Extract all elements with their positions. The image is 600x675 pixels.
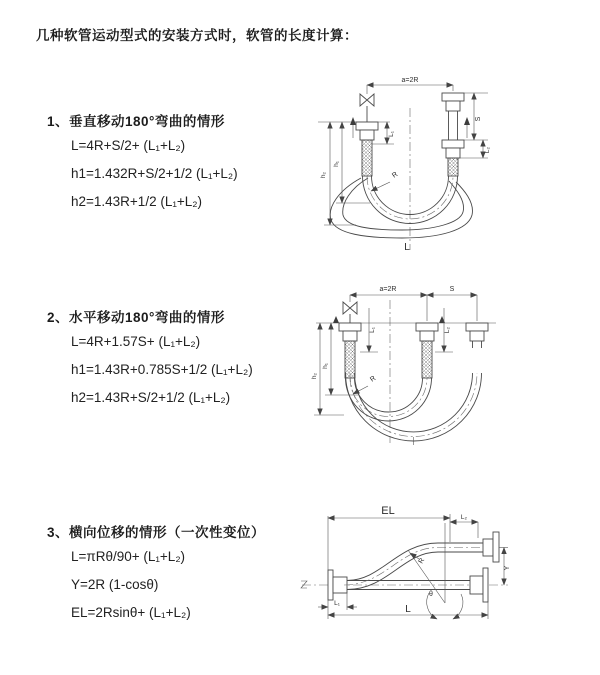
diagram-vertical-180-bend: [310, 72, 590, 262]
dim-label-a2r: a=2R: [401, 77, 419, 84]
motion-arrow-up: [350, 117, 356, 125]
diagram-lateral-displacement: [300, 498, 600, 646]
dim-a2r: [367, 77, 453, 91]
dim-label-y: Y: [504, 565, 511, 571]
right-pipe-fitting: [442, 93, 470, 176]
dim-a2r: [350, 286, 427, 295]
dim-label-l2: L₂: [444, 326, 451, 334]
dim-L: [328, 600, 488, 619]
dim-label-r: R: [391, 171, 400, 180]
right-pipe-fitting: [466, 323, 488, 348]
dim-fitting-L1: [360, 308, 378, 352]
braided-hose-section: [422, 341, 432, 378]
angle-theta-construction: [408, 523, 463, 619]
braided-hose-section: [362, 140, 372, 176]
motion-arrow-up: [464, 117, 470, 125]
section-3-heading: 3、横向位移的情形（一次性变位）: [47, 525, 266, 540]
section-1-heading: 1、垂直移动180°弯曲的情形: [47, 114, 225, 129]
hose-original-position: [346, 378, 432, 421]
section-3-formula-L: L=πRθ/90+ (L₁+L₂): [71, 549, 186, 564]
dim-label-el: EL: [381, 505, 395, 517]
diagram-horizontal-180-bend: [300, 278, 600, 453]
section-1-formula-L: L=4R+S/2+ (L₁+L₂): [71, 138, 186, 153]
hose-lower-position: [330, 178, 472, 238]
motion-arrow-up: [333, 316, 339, 323]
section-2-formula-h2: h2=1.43R+S/2+1/2 (L₁+L₂): [71, 390, 231, 405]
dim-fitting-L2: [450, 514, 478, 538]
section-2-formula-L: L=4R+1.57S+ (L₁+L₂): [71, 334, 201, 349]
valve-icon: [360, 85, 374, 122]
dim-label-h1: h₁: [333, 161, 340, 167]
braided-hose-section: [345, 341, 355, 378]
page-title: 几种软管运动型式的安装方式时，软管的长度计算：: [36, 28, 358, 43]
dim-label-l1: L₁: [334, 600, 340, 607]
left-pipe-fitting: [318, 117, 390, 179]
section-3-formula-EL: EL=2Rsinθ+ (L₁+L₂): [71, 605, 191, 620]
section-2-formula-h1: h1=1.43R+0.785S+1/2 (L₁+L₂): [71, 362, 253, 377]
dim-stroke-S: [460, 93, 491, 158]
dim-label-l: L: [404, 242, 410, 253]
dim-label-l: L: [405, 604, 411, 615]
dim-label-h2: h₂: [320, 171, 327, 179]
dim-label-l1: L₁: [369, 327, 376, 333]
dim-Y: [499, 548, 511, 586]
dim-label-r: R: [417, 557, 427, 565]
dim-label-theta: θ: [429, 591, 433, 598]
dim-label-h2: h₂: [311, 372, 318, 380]
dim-label-l1: L₁: [388, 131, 395, 137]
valve-icon: [343, 295, 357, 323]
dim-label-s: S: [475, 116, 482, 122]
middle-pipe-fitting: [416, 316, 445, 378]
dim-fitting-L1: [318, 593, 357, 610]
dim-label-s: S: [449, 286, 455, 293]
dim-label-a2r: a=2R: [379, 286, 397, 293]
left-pipe-fitting: [333, 316, 361, 378]
dim-label-r: R: [369, 375, 378, 384]
dim-EL: [328, 505, 450, 570]
section-2-heading: 2、水平移动180°弯曲的情形: [47, 310, 225, 325]
section-1-formula-h1: h1=1.432R+S/2+1/2 (L₁+L₂): [71, 166, 238, 181]
dim-label-l2: L₂: [484, 146, 491, 154]
braided-hose-section: [448, 158, 458, 176]
dim-stroke-S: [427, 286, 477, 321]
dim-height-h2: [320, 122, 356, 225]
radius-callout: [371, 171, 399, 191]
break-mark: [301, 581, 307, 588]
dim-label-h1: h₁: [322, 363, 329, 369]
dim-label-l2: L₂: [460, 514, 468, 521]
section-3-formula-Y: Y=2R (1-cosθ): [71, 577, 159, 592]
section-1-formula-h2: h2=1.43R+1/2 (L₁+L₂): [71, 194, 203, 209]
